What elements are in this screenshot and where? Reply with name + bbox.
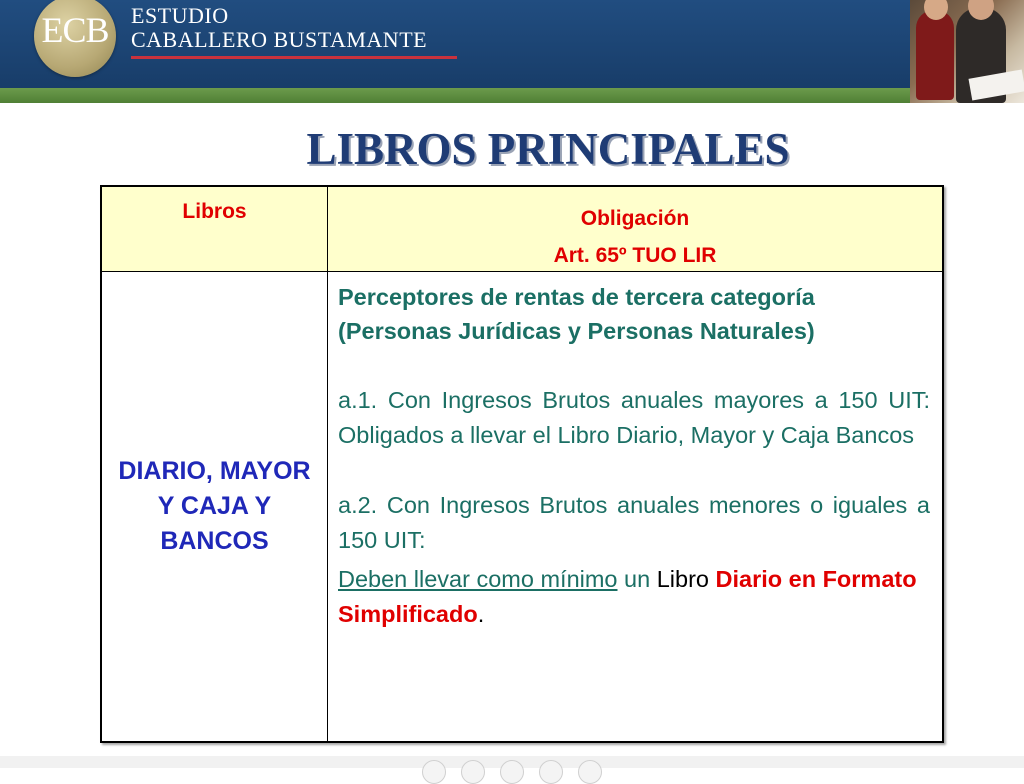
header-obligacion-line2: Art. 65º TUO LIR	[553, 244, 717, 267]
libros-value: DIARIO, MAYOR Y CAJA Y BANCOS	[118, 456, 311, 555]
firm-name-underline	[131, 56, 457, 59]
logo-text: ECB	[41, 10, 109, 50]
requirement-un: un	[617, 566, 657, 592]
slide-header	[0, 0, 1024, 103]
header-libros: Libros	[182, 200, 247, 223]
obligation-cell	[338, 280, 930, 656]
header-obligacion-line1: Obligación	[580, 207, 690, 230]
obligations-table	[100, 185, 944, 743]
obligation-heading: Perceptores de rentas de tercera categoría (Personas Jurídicas y Personas Naturales)	[338, 284, 815, 344]
obligation-a1: a.1. Con Ingresos Brutos anuales mayores a 150 UIT: Obligados a llevar el Libro Diario, Mayor y Caja Bancos	[338, 387, 930, 448]
nav-dot-5[interactable]	[578, 760, 602, 784]
column-divider	[327, 187, 328, 741]
requirement-diario: Diario en Formato Simplificado	[338, 566, 917, 627]
header-green-band	[0, 88, 910, 103]
photo-person-1	[916, 10, 954, 100]
requirement-libro: Libro	[656, 566, 716, 592]
header-obligacion	[328, 200, 942, 274]
table-header-row	[102, 187, 942, 272]
nav-dot-2[interactable]	[461, 760, 485, 784]
obligation-a2: a.2. Con Ingresos Brutos anuales menores o iguales a 150 UIT:	[338, 492, 930, 553]
slide-title: LIBROS PRINCIPALES	[306, 124, 790, 174]
nav-dot-3[interactable]	[500, 760, 524, 784]
obligation-requirement	[338, 562, 930, 632]
requirement-underlined: Deben llevar como mínimo	[338, 566, 618, 592]
firm-name-line2: CABALLERO BUSTAMANTE	[131, 27, 428, 52]
requirement-period: .	[477, 601, 485, 627]
libros-cell	[102, 271, 327, 741]
nav-dot-4[interactable]	[539, 760, 563, 784]
firm-name-line1: ESTUDIO	[131, 3, 229, 28]
nav-dot-1[interactable]	[422, 760, 446, 784]
header-photo	[910, 0, 1024, 103]
